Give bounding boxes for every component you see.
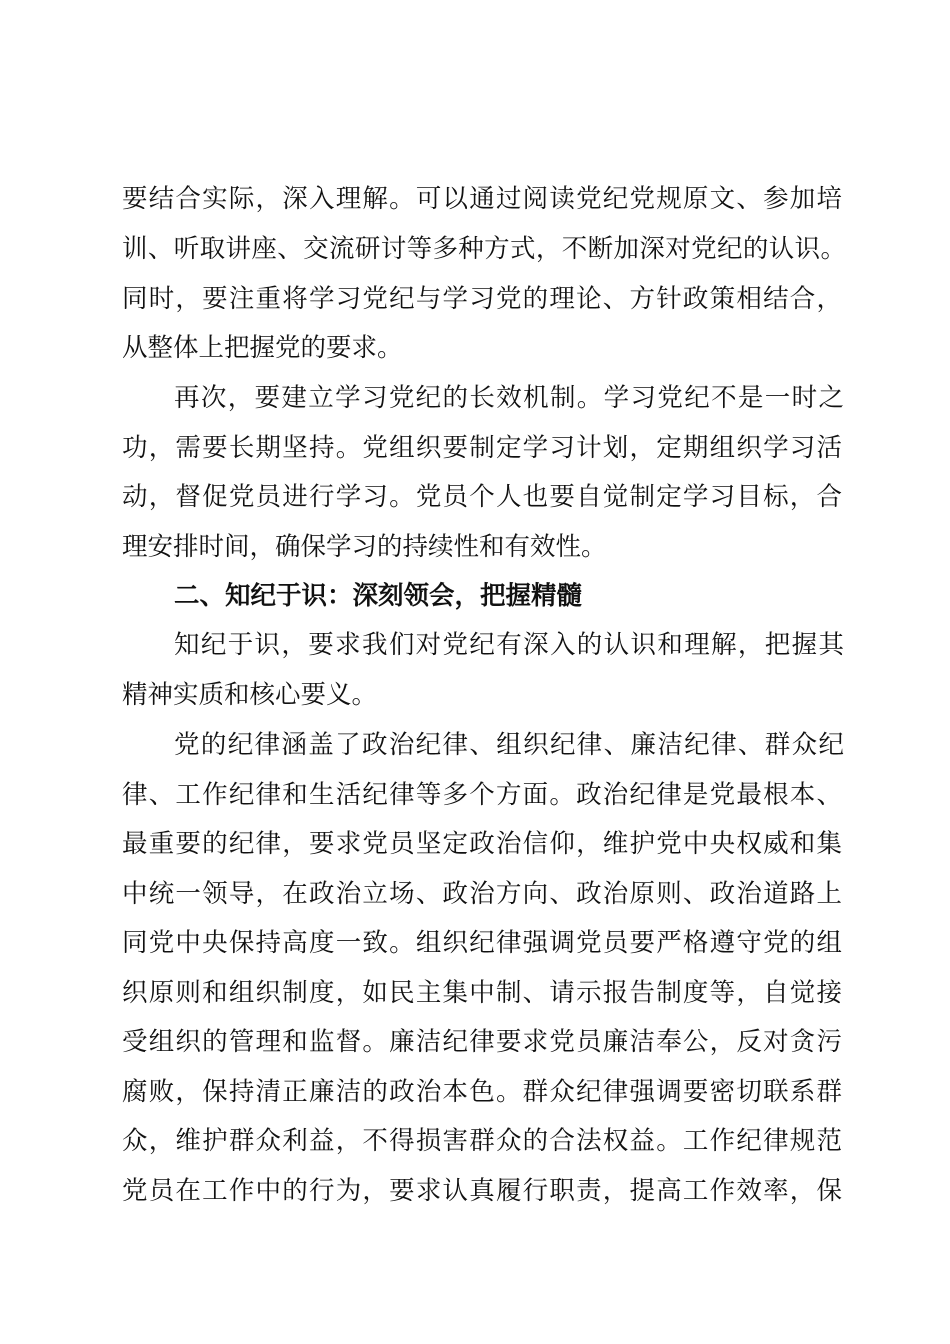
- paragraph-first-line: 再次，要建立学习党纪的长效机制。学习党纪不是一时之: [174, 383, 844, 413]
- text-line: 功，需要长期坚持。党组织要制定学习计划，定期组织学习活: [122, 433, 842, 463]
- text-line: 从整体上把握党的要求。: [122, 333, 403, 363]
- text-line: 腐败，保持清正廉洁的政治本色。群众纪律强调要密切联系群: [122, 1077, 842, 1107]
- paragraph-first-line: 党的纪律涵盖了政治纪律、组织纪律、廉洁纪律、群众纪: [174, 730, 844, 760]
- section-heading: 二、知纪于识：深刻领会，把握精髓: [174, 581, 583, 611]
- text-line: 最重要的纪律，要求党员坚定政治信仰，维护党中央权威和集: [122, 829, 842, 859]
- text-line: 受组织的管理和监督。廉洁纪律要求党员廉洁奉公，反对贪污: [122, 1027, 842, 1057]
- text-line: 中统一领导，在政治立场、政治方向、政治原则、政治道路上: [122, 879, 842, 909]
- text-line: 织原则和组织制度，如民主集中制、请示报告制度等，自觉接: [122, 978, 842, 1008]
- text-line: 党员在工作中的行为，要求认真履行职责，提高工作效率，保: [122, 1176, 842, 1206]
- text-line: 理安排时间，确保学习的持续性和有效性。: [122, 532, 607, 562]
- text-line: 律、工作纪律和生活纪律等多个方面。政治纪律是党最根本、: [122, 780, 842, 810]
- text-line: 同党中央保持高度一致。组织纪律强调党员要严格遵守党的组: [122, 928, 842, 958]
- text-line: 众，维护群众利益，不得损害群众的合法权益。工作纪律规范: [122, 1126, 842, 1156]
- text-line: 动，督促党员进行学习。党员个人也要自觉制定学习目标，合: [122, 482, 842, 512]
- text-line: 要结合实际，深入理解。可以通过阅读党纪党规原文、参加培: [122, 184, 842, 214]
- paragraph-first-line: 知纪于识，要求我们对党纪有深入的认识和理解，把握其: [174, 630, 844, 660]
- text-line: 训、听取讲座、交流研讨等多种方式，不断加深对党纪的认识。: [122, 234, 846, 264]
- text-line: 同时，要注重将学习党纪与学习党的理论、方针政策相结合，: [122, 284, 842, 314]
- text-line: 精神实质和核心要义。: [122, 680, 378, 710]
